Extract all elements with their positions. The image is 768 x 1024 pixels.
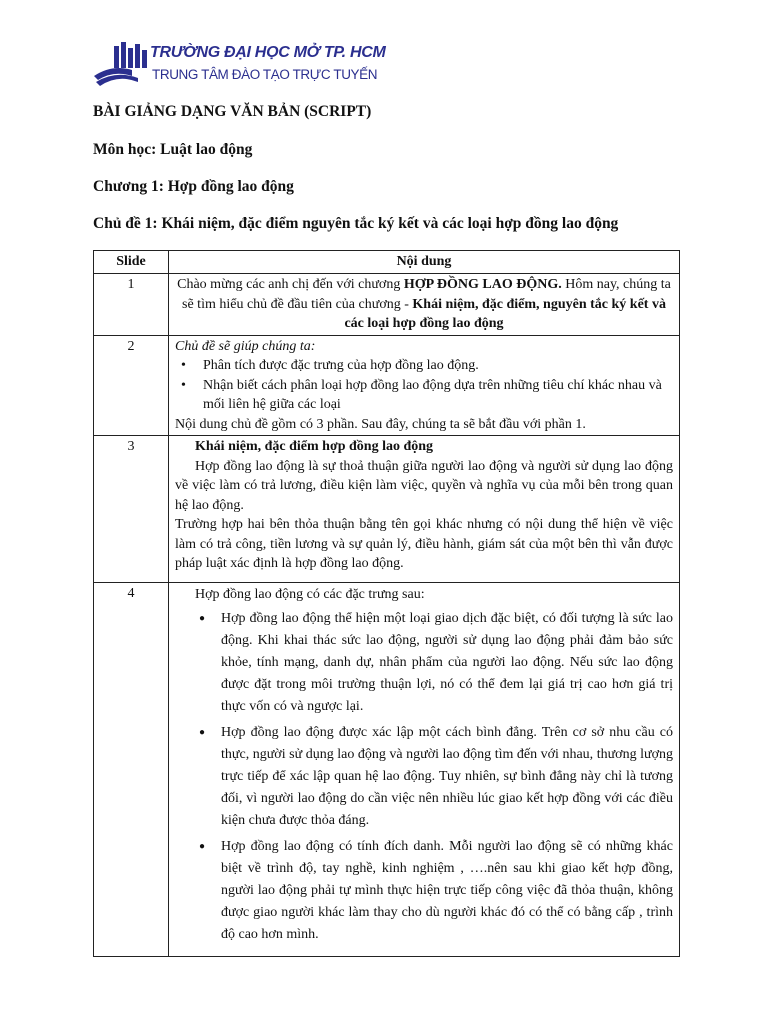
table-header-row [94, 251, 680, 274]
row1-topic-name: Khái niệm, đặc điểm, nguyên tắc ký kết và các loại hợp đồng lao động [344, 296, 666, 331]
slide-number: 2 [94, 335, 169, 436]
script-table [93, 250, 680, 957]
row3-paragraph-2: Trường hợp hai bên thỏa thuận bằng tên gọi khác nhưng có nội dung thể hiện về việc làm có trả công, tiền lương và sự quản lý, điều hành, giám sát của một bên thì vẫn được pháp luật xác định là hợp đồng lao động. [175, 517, 673, 571]
row3-title: Khái niệm, đặc điểm hợp đồng lao động [195, 439, 434, 454]
slide-content [169, 436, 680, 583]
row4-bullet-list [175, 608, 673, 946]
table-row [94, 274, 680, 336]
list-item: • Phân tích được đặc trưng của hợp đồng lao động. [203, 356, 673, 376]
list-item: ● Hợp đồng lao động thể hiện một loại giao dịch đặc biệt, có đối tượng là sức lao động. Khi khai thác sức lao động, người sử dụng lao động phải đảm bảo sức khỏe, tính mạng, danh dự, nhân phẩm của người lao động. Nếu sức lao động được đặt trong môi trường thuận lợi, nó có thể đem lại giá trị cao hơn giá trị thực vốn có và ngược lại. [221, 608, 673, 718]
table-row [94, 436, 680, 583]
logo-center-name: TRUNG TÂM ĐÀO TẠO TRỰC TUYẾN [152, 67, 378, 82]
row4-intro: Hợp đồng lao động có các đặc trưng sau: [195, 586, 425, 602]
row3-paragraph-1: Hợp đồng lao động là sự thoả thuận giữa người lao động và người sử dụng lao động về việc làm có trả lương, điều kiện làm việc, quyền và nghĩa vụ của mỗi bên trong quan hệ lao động. [175, 458, 673, 513]
row2-intro: Chủ đề sẽ giúp chúng ta: [175, 338, 316, 354]
list-item: ● Hợp đồng lao động có tính đích danh. Mỗi người lao động sẽ có những khác biệt về trình độ, tay nghề, kinh nghiệm , ….nên sau khi giao kết hợp đồng, người lao động phải tự mình thực hiện trực tiếp công việc đã thỏa thuận, không được giao người khác làm thay cho dù người khác đó có thể có bằng cấp , trình độ cao hơn mình. [221, 836, 673, 946]
subject-heading: Môn học: Luật lao động [93, 141, 253, 158]
column-header-slide: Slide [94, 251, 169, 274]
slide-number: 4 [94, 582, 169, 956]
slide-number: 3 [94, 436, 169, 583]
script-title: BÀI GIẢNG DẠNG VĂN BẢN (SCRIPT) [93, 103, 372, 120]
university-logo [92, 40, 386, 90]
slide-content [169, 582, 680, 956]
slide-content [169, 335, 680, 436]
row1-text-c: Hôm nay, chúng ta sẽ tìm hiểu chủ đề đầu tiên của chương - [182, 277, 671, 312]
row1-text-a: Chào mừng các anh chị đến với chương [177, 277, 404, 292]
slide-content [169, 274, 680, 336]
open-book-logo-icon [92, 40, 154, 90]
column-header-content: Nội dung [169, 251, 680, 274]
logo-university-name: TRƯỜNG ĐẠI HỌC MỞ TP. HCM [150, 44, 386, 61]
slide-number: 1 [94, 274, 169, 336]
table-row [94, 335, 680, 436]
chapter-heading: Chương 1: Hợp đồng lao động [93, 178, 294, 195]
row1-chapter-name: HỢP ĐỒNG LAO ĐỘNG. [403, 277, 562, 292]
row2-bullet-list [175, 356, 673, 415]
list-item: ● Hợp đồng lao động được xác lập một cách bình đẳng. Trên cơ sở nhu cầu có thực, người sử dụng lao động và người lao động tìm đến với nhau, thương lượng trực tiếp để xác lập quan hệ lao động. Tuy nhiên, sự bình đẳng này chỉ là tương đối, vì người lao động do cần việc nên nhiều lúc giao kết hợp đồng với các điều kiện chưa được thỏa đáng. [221, 722, 673, 832]
table-row [94, 582, 680, 956]
topic-heading: Chủ đề 1: Khái niệm, đặc điểm nguyên tắc ký kết và các loại hợp đồng lao động [93, 215, 619, 232]
list-item: • Nhận biết cách phân loại hợp đồng lao động dựa trên những tiêu chí khác nhau và mối liên hệ giữa các loại [203, 376, 673, 415]
row2-outro: Nội dung chủ đề gồm có 3 phần. Sau đây, chúng ta sẽ bắt đầu với phần 1. [175, 416, 586, 432]
